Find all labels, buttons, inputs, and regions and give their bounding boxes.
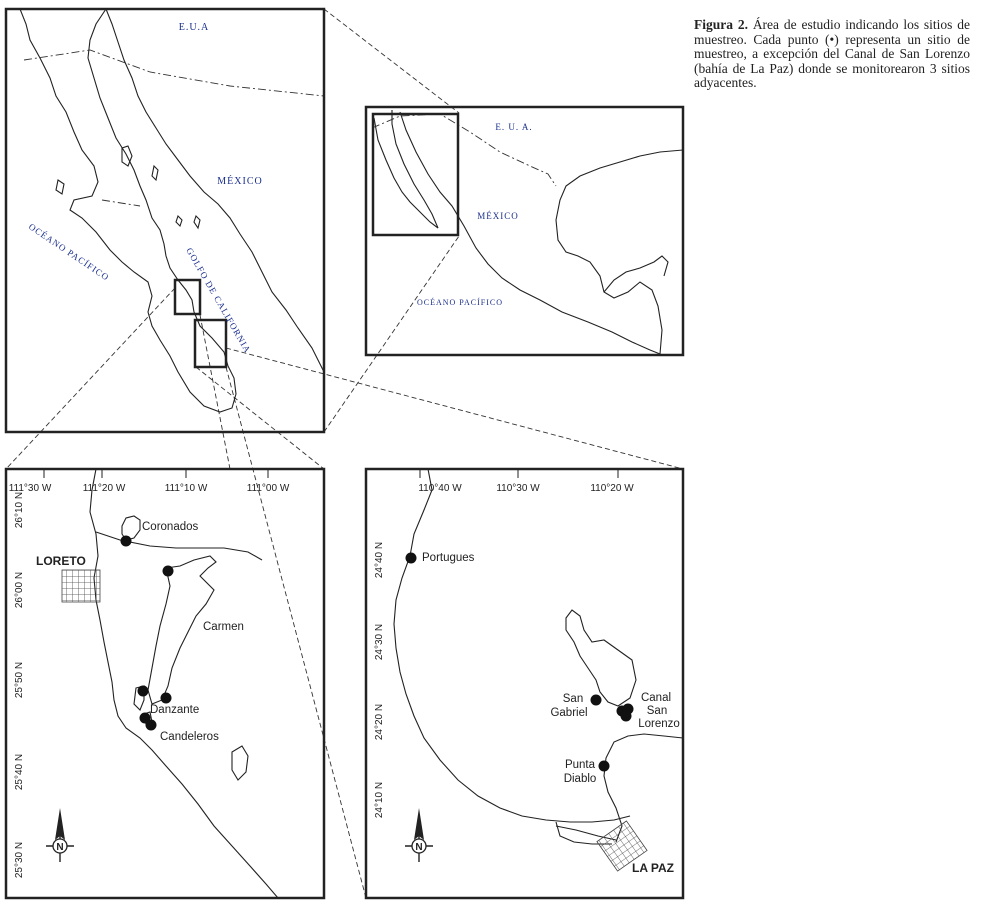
gulf-island [194, 216, 200, 228]
lon-tick: 110°30 W [496, 483, 540, 494]
yucatan [604, 256, 668, 292]
site-marker [163, 566, 174, 577]
baja-mexico-label: MÉXICO [217, 176, 263, 187]
site-label-carmen: Carmen [203, 621, 244, 633]
gulf-of-mexico-coast [556, 150, 683, 354]
mexico-map-panel [366, 107, 683, 355]
site-marker [599, 761, 610, 772]
site-marker [138, 686, 149, 697]
baja-gulf-coast [88, 9, 228, 366]
gulf-island [152, 166, 158, 180]
mexico-mainland-west [400, 112, 660, 354]
baja-usa-label: E.U.A [178, 22, 210, 33]
site-marker [591, 695, 602, 706]
lat-tick: 24°10 N [374, 781, 385, 819]
lat-tick: 26°00 N [14, 571, 25, 609]
lapaz-lon-ticks [418, 469, 634, 494]
lat-tick: 25°50 N [14, 661, 25, 699]
caption-text: Área de estudio indicando los sitios de muestreo. Cada punto (•) representa un sitio de muestreo, a excepción del Canal de San Lorenzo (bahía de La Paz) donde se monitorearon 3 sitios adyacentes. [694, 17, 971, 91]
lapaz-lat-ticks [374, 542, 385, 818]
loreto-inset-box [175, 280, 200, 314]
site-marker [121, 536, 132, 547]
loreto-lat-ticks [14, 492, 25, 878]
lapaz-east-coast [604, 734, 683, 842]
state-border [102, 200, 140, 206]
site-label-san-gabriel-1: San [562, 693, 584, 705]
site-label-canal-1: Canal [640, 692, 672, 704]
mexico-pacific-label: OCÉANO PACÍFICO [416, 298, 504, 307]
site-label-san-gabriel-2: Gabriel [550, 707, 588, 719]
mexico-baja-west [374, 118, 438, 228]
site-label-canal-3: Lorenzo [638, 718, 680, 730]
small-island [232, 746, 248, 780]
site-marker [146, 720, 157, 731]
lapaz-inset-box [195, 320, 226, 367]
mexico-baja-east [392, 110, 438, 228]
north-arrow-icon [405, 808, 433, 862]
lat-tick: 26°10 N [14, 491, 25, 529]
north-label: N [56, 842, 64, 853]
lat-tick: 24°40 N [374, 541, 385, 579]
lon-tick: 111°10 W [164, 483, 208, 494]
lon-tick: 111°00 W [246, 483, 290, 494]
gulf-island [176, 216, 182, 226]
site-marker [161, 693, 172, 704]
site-label-coronados: Coronados [142, 521, 199, 533]
site-marker [621, 711, 632, 722]
loreto-north-coast [96, 532, 262, 560]
loreto-town-label: LORETO [36, 554, 86, 568]
lon-tick: 111°30 W [8, 483, 52, 494]
lat-tick: 24°20 N [374, 703, 385, 741]
north-label: N [415, 842, 423, 853]
loreto-coastline [90, 469, 278, 898]
gulf-island [56, 180, 64, 194]
lat-tick: 24°30 N [374, 623, 385, 661]
loreto-map-panel [6, 469, 324, 898]
site-label-candeleros: Candeleros [160, 731, 219, 743]
site-label-canal-2: San [646, 705, 668, 717]
baja-pacific-label: OCÉANO PACÍFICO [26, 221, 112, 283]
mexico-usa-label: E. U. A. [495, 122, 533, 132]
lapaz-map-panel [366, 469, 683, 898]
lon-tick: 111°20 W [82, 483, 126, 494]
loreto-town-hatch [62, 570, 100, 602]
site-label-punta-diablo-1: Punta [564, 759, 596, 771]
lat-tick: 25°30 N [14, 841, 25, 879]
lon-tick: 110°20 W [590, 483, 634, 494]
north-arrow-icon [46, 808, 74, 862]
baja-map-panel [6, 9, 324, 432]
mexico-country-label: MÉXICO [477, 211, 519, 221]
lon-tick: 110°40 W [418, 483, 462, 494]
site-label-portugues: Portugues [422, 552, 475, 564]
site-label-punta-diablo-2: Diablo [563, 773, 597, 785]
gulf-label: GOLFO DE CALIFORNIA [184, 246, 253, 355]
baja-inset-box [373, 114, 458, 235]
site-label-danzante: Danzante [150, 704, 200, 716]
loreto-lon-ticks [9, 469, 290, 494]
site-marker [406, 553, 417, 564]
caption-label: Figura 2. [694, 17, 748, 32]
mainland-coast [106, 9, 324, 372]
usa-mexico-border [24, 50, 324, 96]
lapaz-town-label: LA PAZ [632, 861, 674, 875]
lat-tick: 25°40 N [14, 753, 25, 791]
espiritu-santo-island [566, 610, 636, 706]
